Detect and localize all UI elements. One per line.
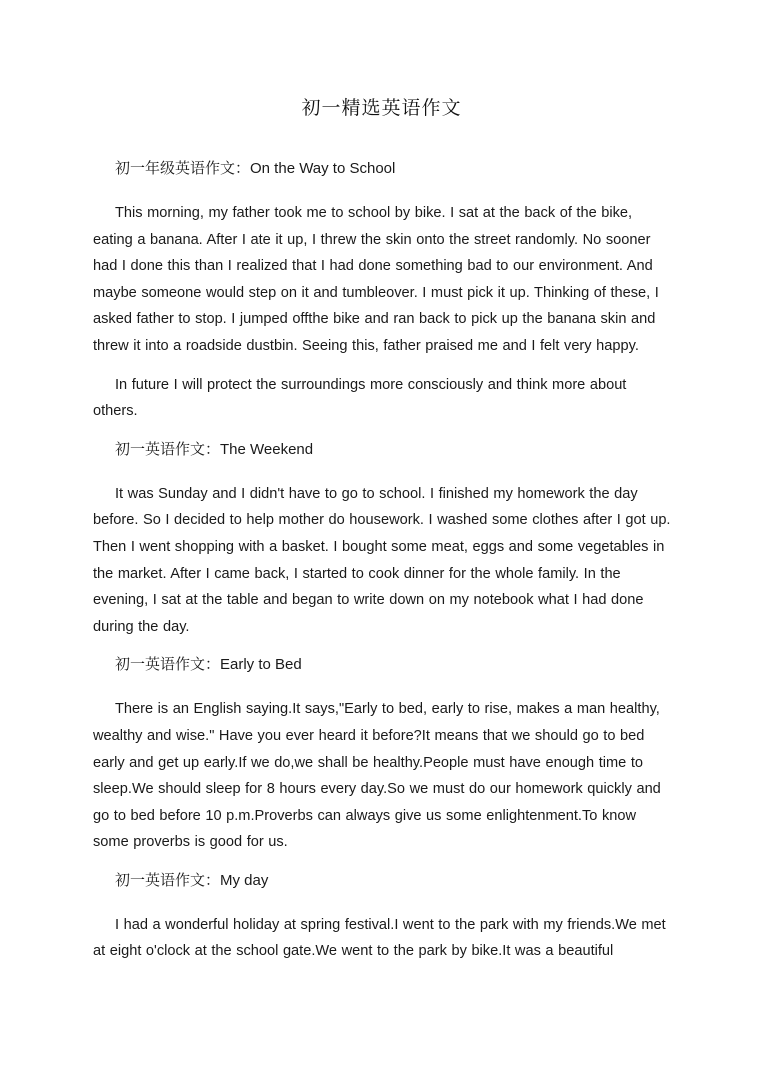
section-heading: 初一英语作文：Early to Bed xyxy=(115,656,302,674)
paragraph: This morning, my father took me to school by bike. I sat at the back of the bike, eating a banana. After I ate it up, I threw the skin onto the street randomly. No sooner had I done this than I realized that I had done something bad to our environment. And maybe someone would step on it and tumbleover. I must pick it up. Thinking of these, I asked father to stop. I jumped offthe bike and ran back to pick up the banana skin and threw it into a roadside dustbin. Seeing this, father praised me and I felt very happy. xyxy=(93,205,659,354)
essay-section-on-the-way-to-school xyxy=(93,156,673,425)
paragraph: It was Sunday and I didn't have to go to school. I finished my homework the day before. So I decided to help mother do housework. I washed some clothes after I got up. Then I went shopping with a basket. I bought some meat, eggs and some vegetables in the market. After I came back, I started to cook dinner for the whole family. In the evening, I sat at the table and began to write down on my notebook what I had done during the day. xyxy=(93,485,671,635)
section-heading: 初一英语作文：My day xyxy=(115,871,269,889)
section-heading: 初一年级英语作文：On the Way to School xyxy=(115,160,396,177)
essay-section-the-weekend xyxy=(93,437,673,641)
essay-section-early-to-bed xyxy=(93,652,673,856)
paragraph: There is an English saying.It says,"Early to bed, early to rise, makes a man healthy, wealthy and wise." Have you ever heard it before?It means that we should go to bed early and get up early.If we do,we shall be healthy.People must have enough time to sleep.We should sleep for 8 hours every day.So we must do our homework quickly and go to bed before 10 p.m.Proverbs can always give us some enlightenment.To know some proverbs is good for us. xyxy=(93,701,661,851)
essay-section-my-day xyxy=(93,868,673,965)
paragraph: I had a wonderful holiday at spring festival.I went to the park with my friends.We met at eight o'clock at the school gate.We went to the park by bike.It was a beautiful xyxy=(93,916,666,960)
section-heading: 初一英语作文：The Weekend xyxy=(115,440,314,458)
document-body xyxy=(93,156,673,977)
document-title: 初一精选英语作文 xyxy=(301,97,462,119)
paragraph: In future I will protect the surroundings more consciously and think more about others. xyxy=(93,376,627,420)
